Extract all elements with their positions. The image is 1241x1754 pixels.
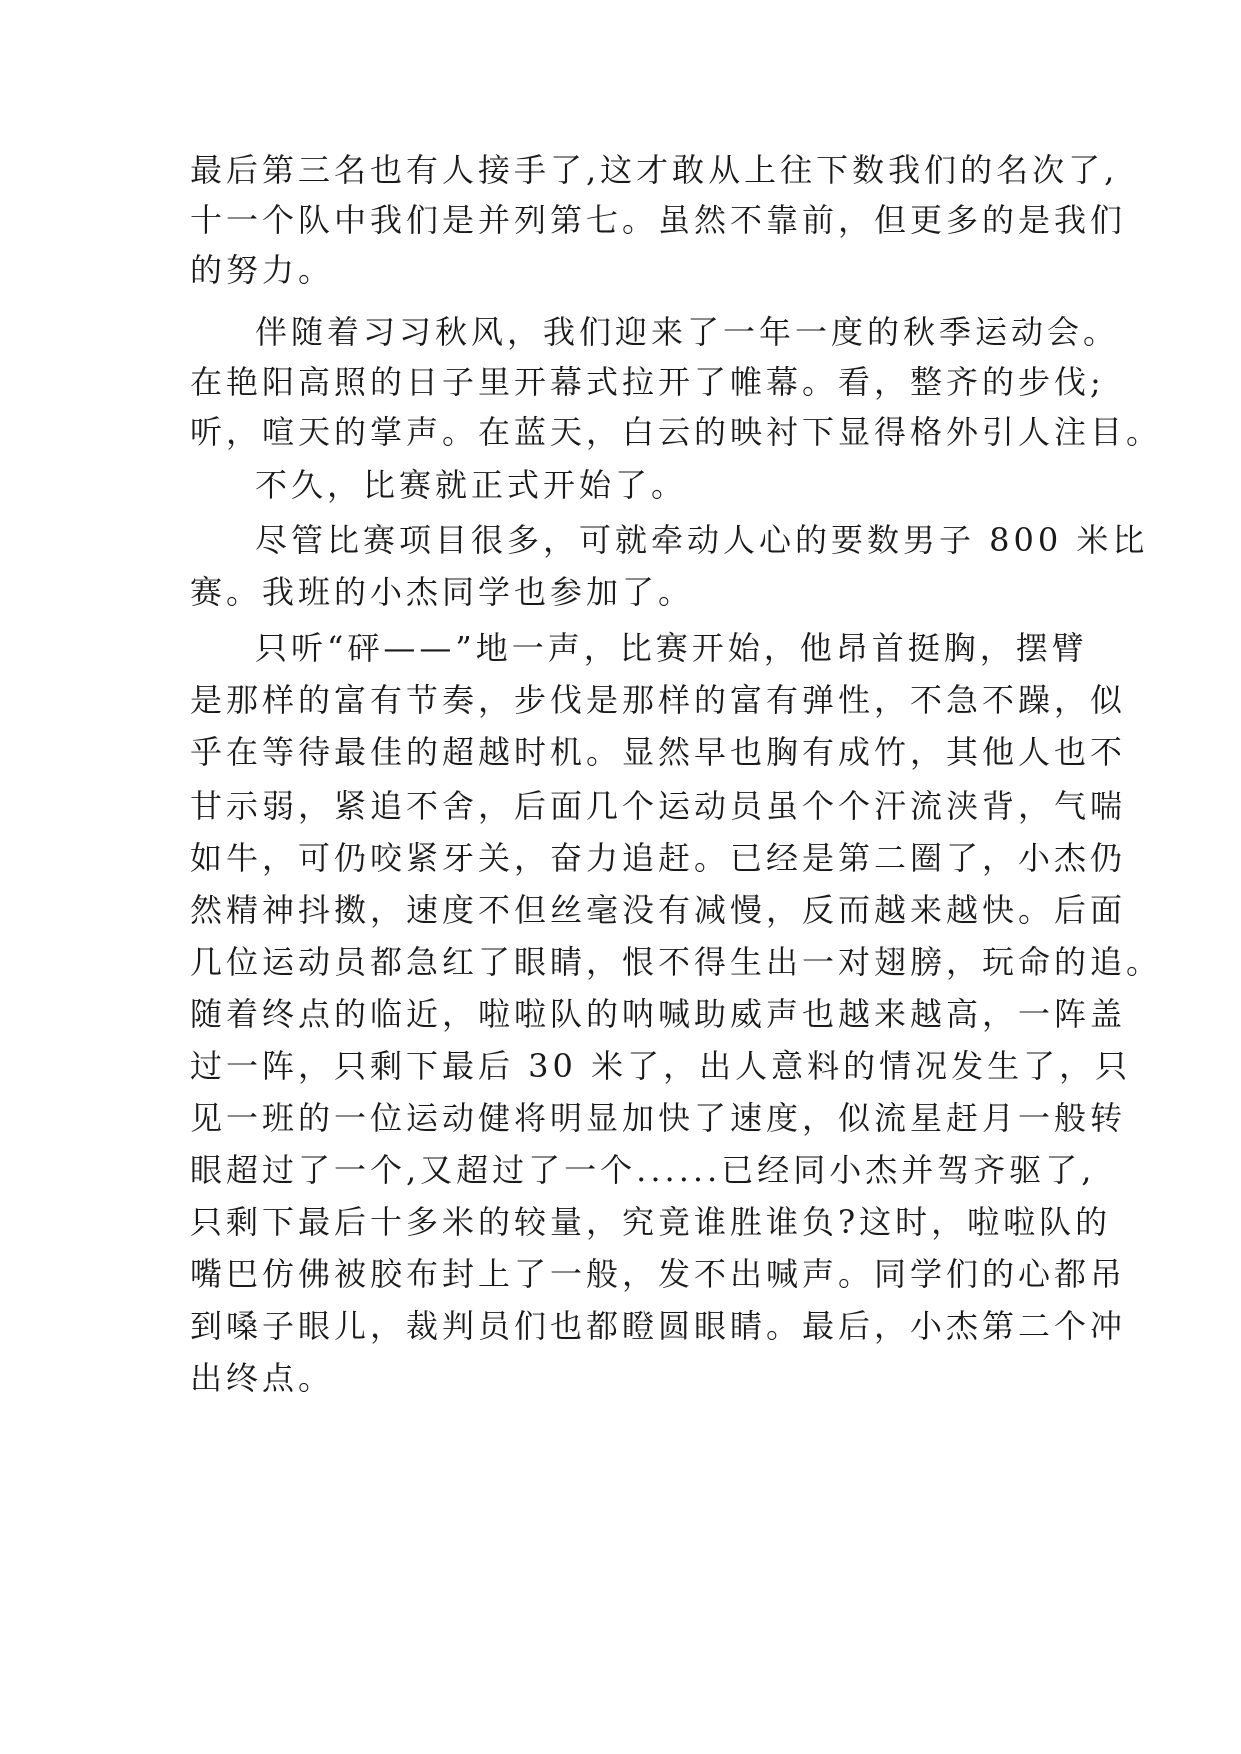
text-line: 在艳阳高照的日子里开幕式拉开了帷幕。看，整齐的步伐; xyxy=(190,363,1105,401)
text-line: 十一个队中我们是并列第七。虽然不靠前，但更多的是我们 xyxy=(190,201,1127,239)
text-line: 乎在等待最佳的超越时机。显然早也胸有成竹，其他人也不 xyxy=(190,733,1127,771)
text-line: 如牛，可仍咬紧牙关，奋力追赶。已经是第二圈了，小杰仍 xyxy=(190,839,1127,877)
text-line: 见一班的一位运动健将明显加快了速度，似流星赶月一般转 xyxy=(190,1099,1127,1137)
text-line: 的努力。 xyxy=(190,251,335,289)
text-line: 是那样的富有节奏，步伐是那样的富有弹性，不急不躁，似 xyxy=(190,681,1127,719)
text-line: 几位运动员都急红了眼睛，恨不得生出一对翅膀，玩命的追。 xyxy=(190,943,1163,981)
text-line: 嘴巴仿佛被胶布封上了一般，发不出喊声。同学们的心都吊 xyxy=(190,1255,1127,1293)
text-line: 随着终点的临近，啦啦队的呐喊助威声也越来越高，一阵盖 xyxy=(190,995,1127,1033)
text-line: 甘示弱，紧追不舍，后面几个运动员虽个个汗流浃背，气喘 xyxy=(190,787,1127,825)
text-line: 过一阵，只剩下最后 30 米了，出人意料的情况发生了，只 xyxy=(190,1047,1132,1085)
text-line: 然精神抖擞，速度不但丝毫没有减慢，反而越来越快。后面 xyxy=(190,891,1127,929)
paragraph-first-line: 不久，比赛就正式开始了。 xyxy=(255,466,688,504)
text-line: 只剩下最后十多米的较量，究竟谁胜谁负?这时，啦啦队的 xyxy=(190,1203,1112,1241)
text-line: 赛。我班的小杰同学也参加了。 xyxy=(190,573,695,611)
paragraph-first-line: 尽管比赛项目很多，可就牵动人心的要数男子 800 米比 xyxy=(255,521,1149,559)
text-line: 出终点。 xyxy=(190,1359,335,1397)
paragraph-first-line: 伴随着习习秋风，我们迎来了一年一度的秋季运动会。 xyxy=(255,313,1120,351)
paragraph-first-line: 只听“砰——”地一声，比赛开始，他昂首挺胸，摆臂 xyxy=(255,629,1088,667)
text-line: 听，喧天的掌声。在蓝天，白云的映衬下显得格外引人注目。 xyxy=(190,413,1163,451)
text-line: 到嗓子眼儿，裁判员们也都瞪圆眼睛。最后，小杰第二个冲 xyxy=(190,1307,1127,1345)
text-line: 最后第三名也有人接手了,这才敢从上往下数我们的名次了, xyxy=(190,151,1119,189)
text-line: 眼超过了一个,又超过了一个......已经同小杰并驾齐驱了, xyxy=(190,1151,1096,1189)
